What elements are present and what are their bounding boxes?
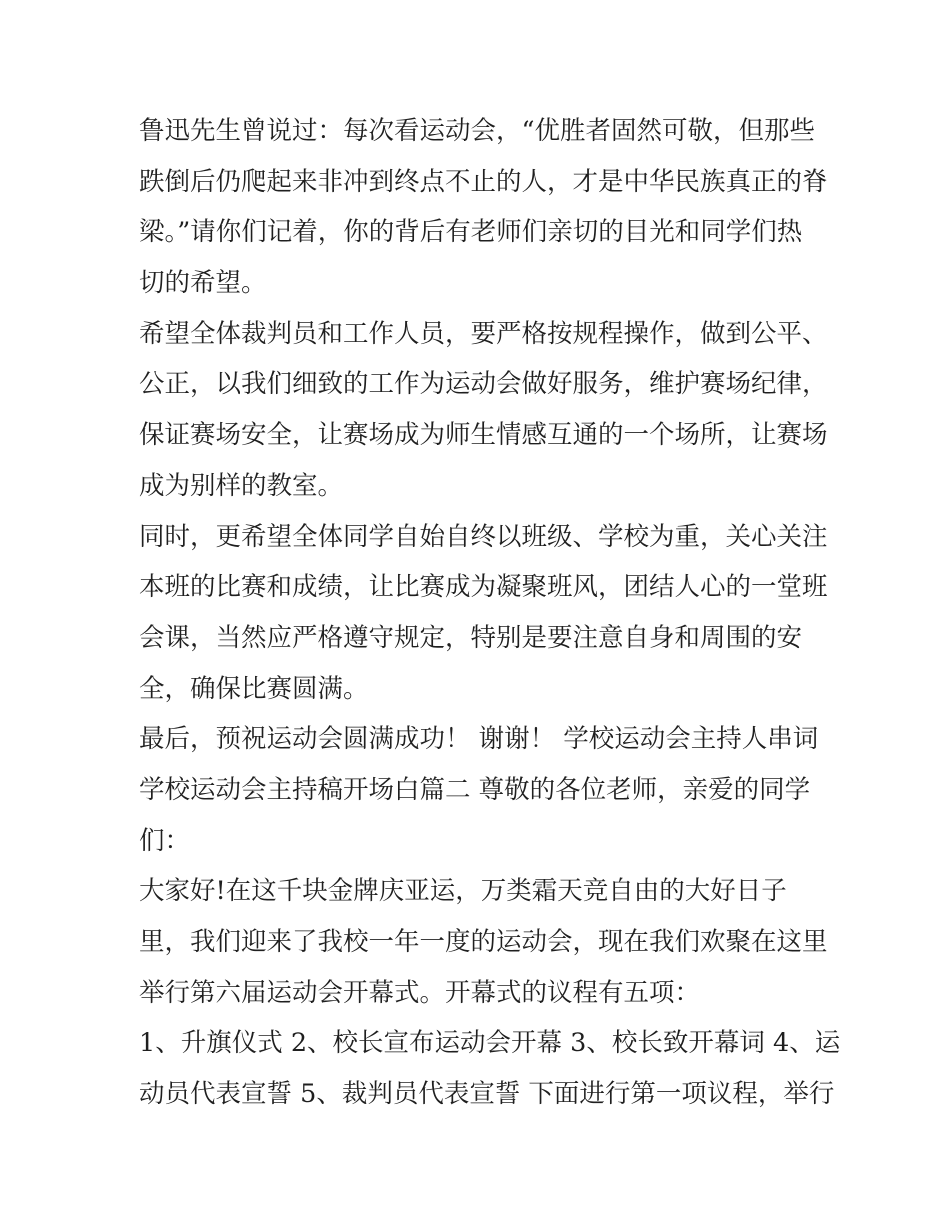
- text-line: 最后，预祝运动会圆满成功！ 谢谢！ 学校运动会主持人串词: [139, 724, 819, 755]
- text-line: 本班的比赛和成绩，让比赛成为凝聚班风，团结人心的一堂班: [139, 572, 828, 603]
- text-line: 里，我们迎来了我校一年一度的运动会，现在我们欢聚在这里: [139, 927, 828, 957]
- document-body: [139, 106, 841, 1120]
- text-line: 全，确保比赛圆满。: [139, 673, 369, 704]
- text-line: 大家好!在这千块金牌庆亚运，万类霜天竞自由的大好日子: [139, 876, 787, 907]
- text-line: 1、升旗仪式 2、校长宣布运动会开幕 3、校长致开幕词 4、运: [139, 1028, 841, 1059]
- text-line: 保证赛场安全，让赛场成为师生情感互通的一个场所，让赛场: [139, 420, 828, 451]
- text-line: 会课，当然应严格遵守规定，特别是要注意自身和周围的安: [139, 622, 803, 653]
- text-line: 希望全体裁判员和工作人员，要严格按规程操作，做到公平、: [139, 318, 828, 349]
- text-line: 们：: [139, 825, 191, 856]
- text-line: 公正，以我们细致的工作为运动会做好服务，维护赛场纪律，: [139, 369, 828, 400]
- text-line: 切的希望。: [139, 268, 267, 299]
- text-line: 鲁迅先生曾说过：每次看运动会，“优胜者固然可敬，但那些: [139, 116, 816, 146]
- text-line: 同时，更希望全体同学自始自终以班级、学校为重，关心关注: [139, 521, 828, 552]
- text-line: 动员代表宣誓 5、裁判员代表宣誓 下面进行第一项议程，举行: [139, 1079, 835, 1110]
- text-line: 跌倒后仍爬起来非冲到终点不止的人，才是中华民族真正的脊: [139, 166, 828, 197]
- text-line: 学校运动会主持稿开场白篇二 尊敬的各位老师，亲爱的同学: [139, 774, 811, 805]
- text-line: 成为别样的教室。: [139, 470, 344, 501]
- text-line: 梁。”请你们记着，你的背后有老师们亲切的目光和同学们热: [139, 217, 803, 248]
- text-line: 举行第六届运动会开幕式。开幕式的议程有五项：: [139, 977, 701, 1008]
